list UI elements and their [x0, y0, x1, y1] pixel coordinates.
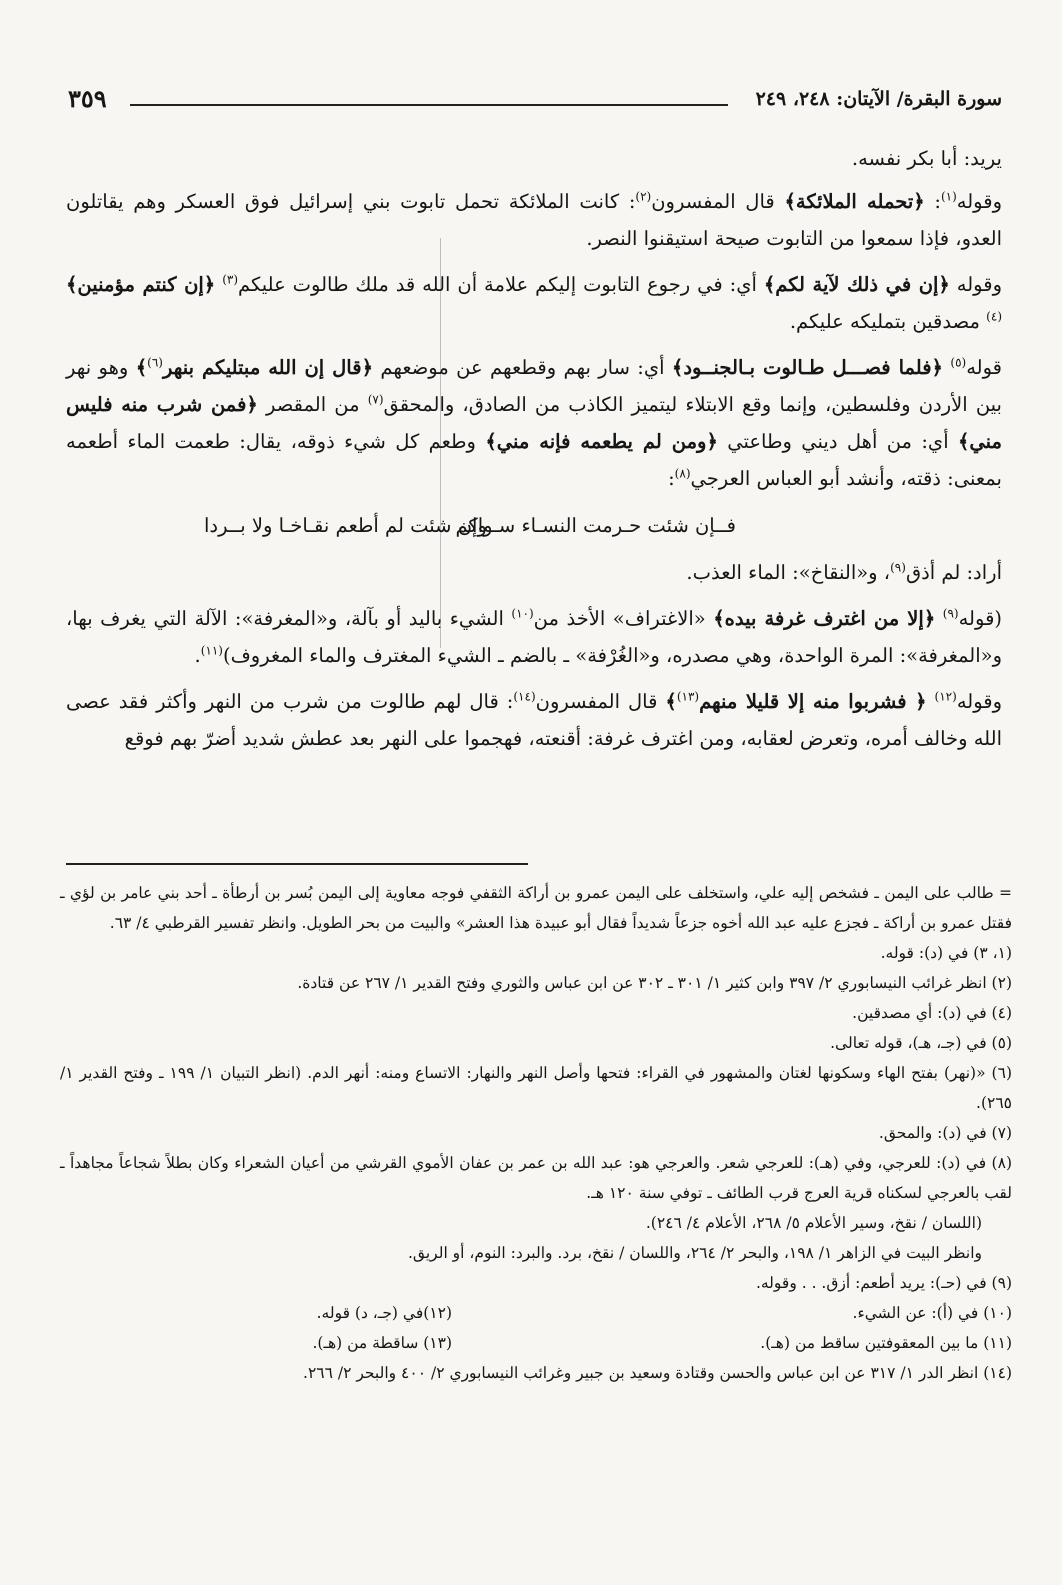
paragraph-4: أراد: لم أذق$^{(٩)}$، و«النقاخ»: الماء العذب. — [686, 560, 1002, 584]
paragraph-2: وقوله ﴿إن في ذلك لآية لكم﴾ أي: في رجوع التابوت إليكم علامة أن الله قد ملك طالوت عليكم$^{(٣)}$ ﴿إن كنتم مؤمنين﴾$^{(٤)}$ مصدقين بتمليكه عليكم. — [66, 272, 1002, 333]
quran-quote: ﴿ فشربوا منه إلا قليلا منهم — [699, 690, 927, 713]
footnote-ref: (١٢) — [934, 689, 957, 704]
quran-quote: ﴿قال إن الله مبتليكم بنهر — [162, 356, 373, 379]
paragraph-6: وقوله$^{(١٢)}$ ﴿ فشربوا منه إلا قليلا منهم$^{(١٣)}$﴾ قال المفسرون$^{(١٤)}$: قال لهم طالوت من شرب من النهر وأكثر فقد عصى الله وخالف أمره، وتعرض لعقابه، ومن اغترف غرفة: أقنعته، فهجموا على النهر بعد عطش شديد أضرّ بهم فوقع — [66, 689, 1003, 750]
footnote-ref: (٧) — [367, 392, 384, 407]
footnote-11: (١١) ما بين المعقوفتين ساقط من (هـ). — [760, 1334, 1012, 1352]
footnote-ref: (٨) — [674, 466, 691, 481]
paragraph-5: (قوله$^{(٩)}$ ﴿إلا من اغترف غرفة بيده﴾ «الاغتراف» الأخذ من$^{(١٠)}$ الشيء باليد أو بآلة، و«المغرفة»: الآلة التي يغرف بها، و«المغرفة»: المرة الواحدة، وهي مصدره، و«الغُرْفة» ـ بالضم ـ الشيء المغترف والماء المغروف)$^{(١١)}$. — [66, 606, 1002, 667]
quran-quote: ﴿ومن لم يطعمه فإنه مني﴾ — [485, 430, 718, 453]
paragraph-3: قوله$^{(٥)}$ ﴿فلما فصـــل طـالوت بـالجنــود﴾ أي: سار بهم وقطعهم عن موضعهم ﴿قال إن الله مبتليكم بنهر$^{(٦)}$﴾ وهو نهر بين الأردن وفلسطين، وإنما وقع الابتلاء ليتميز الكاذب من الصادق، والمحقق$^{(٧)}$ من المقصر ﴿فمن شرب منه فليس مني﴾ أي: من أهل ديني وطاعتي ﴿ومن لم يطعمه فإنه مني﴾ وطعم كل شيء ذوقه، يقال: طعمت الماء أطعمه بمعنى: ذقته، وأنشد أبو العباس العرجي$^{(٨)}$: — [66, 355, 1002, 490]
footnote-ref: (٦) — [147, 355, 163, 370]
footnote-8: (٨) في (د): للعرجي، وفي (هـ): للعرجي شعر. والعرجي هو: عبد الله بن عمر بن عفان الأموي القرشي من أعيان الشعراء وكان بطلاً شجاعاً مجاهداً ـ لقب بالعرجي لسكناه قرية العرج قرب الطائف ـ توفي سنة ١٢٠ هـ. — [60, 1154, 1012, 1202]
quran-quote: ﴿فلما فصـــل طـالوت بـالجنــود﴾ — [671, 356, 943, 379]
main-text — [66, 140, 1002, 766]
footnote-continuation: = طالب على اليمن ـ فشخص إليه علي، واستخلف على اليمن عمرو بن أراكة الثقفي فوجه معاوية إلى اليمن بُسر بن أرطأة ـ أحد بني عامر بن لؤي ـ فقتل عمرو بن أراكة ـ فجزع عليه عبد الله أخوه جزعاً شديداً فقال أبو عبيدة هذا العشر» والبيت من بحر الطويل. وانظر تفسير القرطبي ٤/ ٦٣. — [60, 884, 1012, 932]
quran-quote: ﴿إن كنتم مؤمنين﴾ — [66, 273, 216, 296]
footnote-separator — [66, 863, 528, 865]
footnote-10: (١٠) في (أ): عن الشيء. — [852, 1304, 1012, 1322]
quran-quote: ﴿إلا من اغترف غرفة بيده﴾ — [713, 607, 936, 630]
footnote-ref: (١١) — [200, 643, 223, 658]
footnote-ref: (١٠) — [511, 606, 534, 621]
footnote-ref: (٩) — [890, 560, 906, 575]
quran-quote: ﴿تحمله الملائكة﴾ — [784, 190, 925, 213]
poetry-verse — [66, 506, 1002, 546]
footnote-4: (٤) في (د): أي مصدقين. — [852, 1004, 1012, 1022]
verse-hemistich-2: وإن شئت لم أطعم نقـاخـا ولا بــردا — [204, 514, 487, 537]
footnote-2: (٢) انظر غرائب النيسابوري ٢/ ٣٩٧ وابن كثير ١/ ٣٠١ ـ ٣٠٢ عن ابن عباس والثوري وفتح القدير ١/ ٢٦٧ عن قتادة. — [297, 974, 1012, 992]
footnote-13: (١٣) ساقطة من (هـ). — [312, 1334, 452, 1352]
verse-hemistich-1: فــإن شئت حـرمت النسـاء سـواكم — [455, 514, 736, 537]
footnote-ref: (١٣) — [676, 689, 700, 704]
quran-quote: ﴿إن في ذلك لآية لكم﴾ — [763, 273, 950, 296]
footnote-8-more: وانظر البيت في الزاهر ١/ ١٩٨، والبحر ٢/ ٢٦٤، واللسان / نقخ، برد. والبرد: النوم، أو الريق. — [408, 1244, 982, 1262]
footnote-ref: (١) — [940, 189, 957, 204]
footnote-9: (٩) في (حـ): يريد أطعم: أزق. . . وقوله. — [755, 1274, 1012, 1292]
footnote-ref: (٣) — [222, 272, 239, 287]
footnote-row — [60, 1328, 1012, 1358]
footnote-row — [60, 1298, 1012, 1328]
header-rule — [130, 104, 728, 106]
footnote-ref: (٩) — [942, 606, 959, 621]
footnote-1-3: (١، ٣) في (د): قوله. — [880, 944, 1012, 962]
footnote-5: (٥) في (جـ، هـ)، قوله تعالى. — [830, 1034, 1012, 1052]
footnote-8-sources: (اللسان / نقخ، وسير الأعلام ٥/ ٢٦٨، الأعلام ٤/ ٢٤٦). — [645, 1214, 982, 1232]
footnotes — [60, 878, 1012, 1388]
page-number: ٣٥٩ — [68, 84, 107, 113]
footnote-ref: (١٤) — [513, 689, 536, 704]
footnote-12: (١٢)في (جـ، د) قوله. — [316, 1304, 452, 1322]
footnote-ref: (٢) — [635, 189, 652, 204]
footnote-ref: (٥) — [950, 355, 967, 370]
footnote-ref: (٤) — [986, 309, 1002, 324]
footnote-14: (١٤) انظر الدر ١/ ٣١٧ عن ابن عباس والحسن وقتادة وسعيد بن جبير وغرائب النيسابوري ٢/ ٤٠٠ والبحر ٢/ ٢٦٦. — [303, 1364, 1012, 1382]
running-title: سورة البقرة/ الآيتان: ٢٤٨، ٢٤٩ — [755, 88, 1002, 110]
paragraph-1: وقوله$^{(١)}$: ﴿تحمله الملائكة﴾ قال المفسرون$^{(٢)}$: كانت الملائكة تحمل تابوت بني إسرائيل فوق العسكر وهم يقاتلون العدو، فإذا سمعوا من التابوت صيحة استيقنوا النصر. — [66, 189, 1002, 250]
footnote-6: (٦) «(نهر) بفتح الهاء وسكونها لغتان والمشهور في القراء: فتحها وأصل النهر والنهار: الاتساع ومنه: أنهر الدم. (انظر التبيان ١/ ١٩٩ ـ وفتح القدير ١/ ٢٦٥). — [60, 1064, 1012, 1112]
footnote-7: (٧) في (د): والمحق. — [878, 1124, 1012, 1142]
running-header — [68, 84, 1002, 118]
quran-quote: ﴿فمن شرب منه فليس مني﴾ — [66, 393, 1002, 453]
paragraph-0: يريد: أبا بكر نفسه. — [851, 147, 1002, 170]
